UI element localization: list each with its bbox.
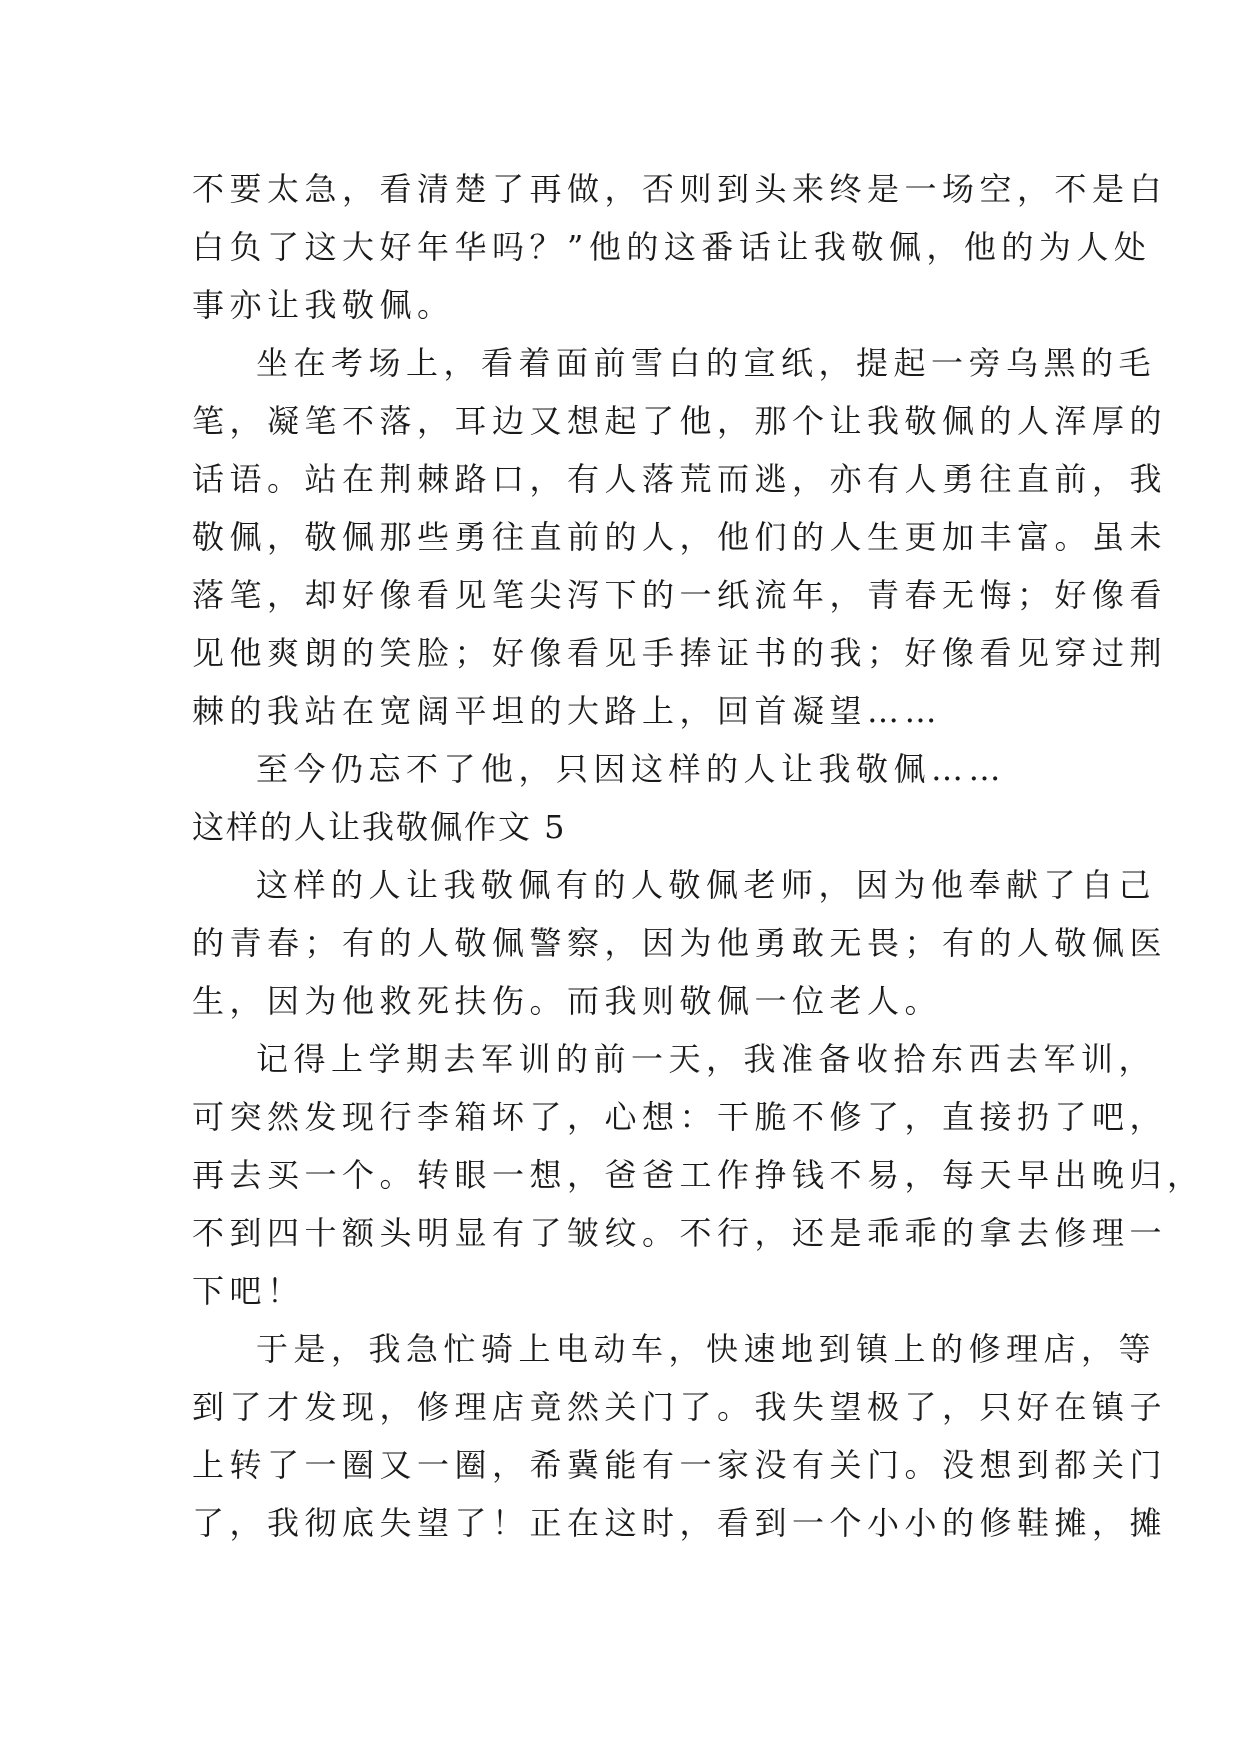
text-line: 的青春；有的人敬佩警察，因为他勇敢无畏；有的人敬佩医: [192, 924, 1168, 962]
text-line: 落笔，却好像看见笔尖泻下的一纸流年，青春无悔；好像看: [192, 576, 1168, 614]
text-line: 棘的我站在宽阔平坦的大路上，回首凝望……: [192, 692, 943, 730]
text-line: 可突然发现行李箱坏了，心想：干脆不修了，直接扔了吧，: [192, 1098, 1168, 1136]
text-line: 笔，凝笔不落，耳边又想起了他，那个让我敬佩的人浑厚的: [192, 402, 1168, 440]
text-line: 见他爽朗的笑脸；好像看见手捧证书的我；好像看见穿过荆: [192, 634, 1168, 672]
text-line: 下吧！: [192, 1272, 305, 1310]
text-line: 敬佩，敬佩那些勇往直前的人，他们的人生更加丰富。虽未: [192, 518, 1168, 556]
text-line: 话语。站在荆棘路口，有人落荒而逃，亦有人勇往直前，我: [192, 460, 1168, 498]
text-line: 白负了这大好年华吗？”他的这番话让我敬佩，他的为人处: [192, 228, 1152, 266]
section-heading: 这样的人让我敬佩作文 5: [192, 808, 567, 846]
paragraph-first-line: 记得上学期去军训的前一天，我准备收拾东西去军训，: [256, 1040, 1157, 1078]
paragraph-first-line: 至今仍忘不了他，只因这样的人让我敬佩……: [256, 750, 1007, 788]
text-line: 上转了一圈又一圈，希冀能有一家没有关门。没想到都关门: [192, 1446, 1168, 1484]
text-line: 生，因为他救死扶伤。而我则敬佩一位老人。: [192, 982, 943, 1020]
text-line: 了，我彻底失望了！正在这时，看到一个小小的修鞋摊，摊: [192, 1504, 1168, 1542]
paragraph-first-line: 这样的人让我敬佩有的人敬佩老师，因为他奉献了自己: [256, 866, 1157, 904]
text-line: 不到四十额头明显有了皱纹。不行，还是乖乖的拿去修理一: [192, 1214, 1168, 1252]
text-line: 再去买一个。转眼一想，爸爸工作挣钱不易，每天早出晚归，: [192, 1156, 1205, 1194]
essay-body: [192, 160, 1205, 1552]
paragraph-first-line: 于是，我急忙骑上电动车，快速地到镇上的修理店，等: [256, 1330, 1157, 1368]
text-line: 到了才发现，修理店竟然关门了。我失望极了，只好在镇子: [192, 1388, 1168, 1426]
text-line: 不要太急，看清楚了再做，否则到头来终是一场空，不是白: [192, 170, 1168, 208]
text-line: 事亦让我敬佩。: [192, 286, 455, 324]
paragraph-first-line: 坐在考场上，看着面前雪白的宣纸，提起一旁乌黑的毛: [256, 344, 1157, 382]
